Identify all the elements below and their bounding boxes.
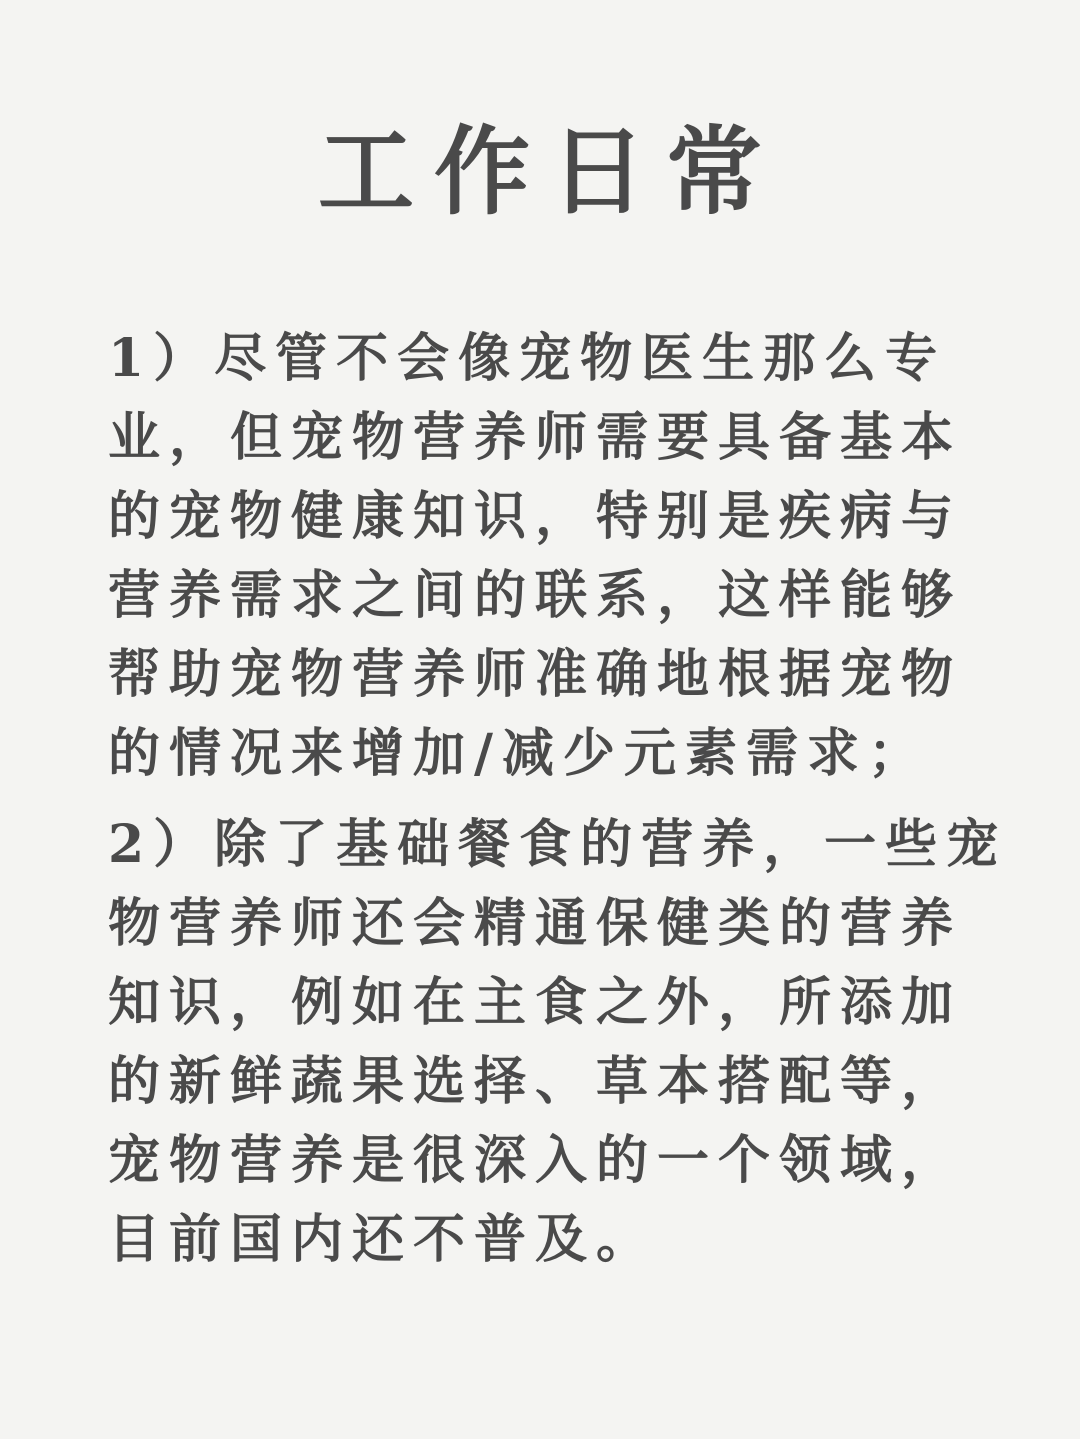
paragraph-2 [108, 805, 1008, 1279]
paragraph-line: 的新鲜蔬果选择、草本搭配等， [108, 1051, 963, 1112]
paragraph-line: 的情况来增加/减少元素需求； [108, 723, 929, 784]
paragraph-1 [108, 319, 978, 793]
paragraph-line: 业，但宠物营养师需要具备基本 [108, 407, 963, 468]
paragraph-line: 1）尽管不会像宠物医生那么专 [108, 328, 947, 389]
paragraph-line: 帮助宠物营养师准确地根据宠物 [108, 644, 963, 705]
paragraph-line: 2）除了基础餐食的营养，一些宠 [108, 814, 1008, 875]
paragraph-line: 营养需求之间的联系，这样能够 [108, 565, 963, 626]
paragraph-line: 物营养师还会精通保健类的营养 [108, 893, 963, 954]
paragraph-line: 的宠物健康知识，特别是疾病与 [108, 486, 963, 547]
paragraph-line: 宠物营养是很深入的一个领域， [108, 1130, 963, 1191]
page-title: 工作日常 [318, 115, 782, 228]
paragraph-line: 目前国内还不普及。 [108, 1209, 658, 1270]
paragraph-line: 知识，例如在主食之外，所添加 [108, 972, 963, 1033]
